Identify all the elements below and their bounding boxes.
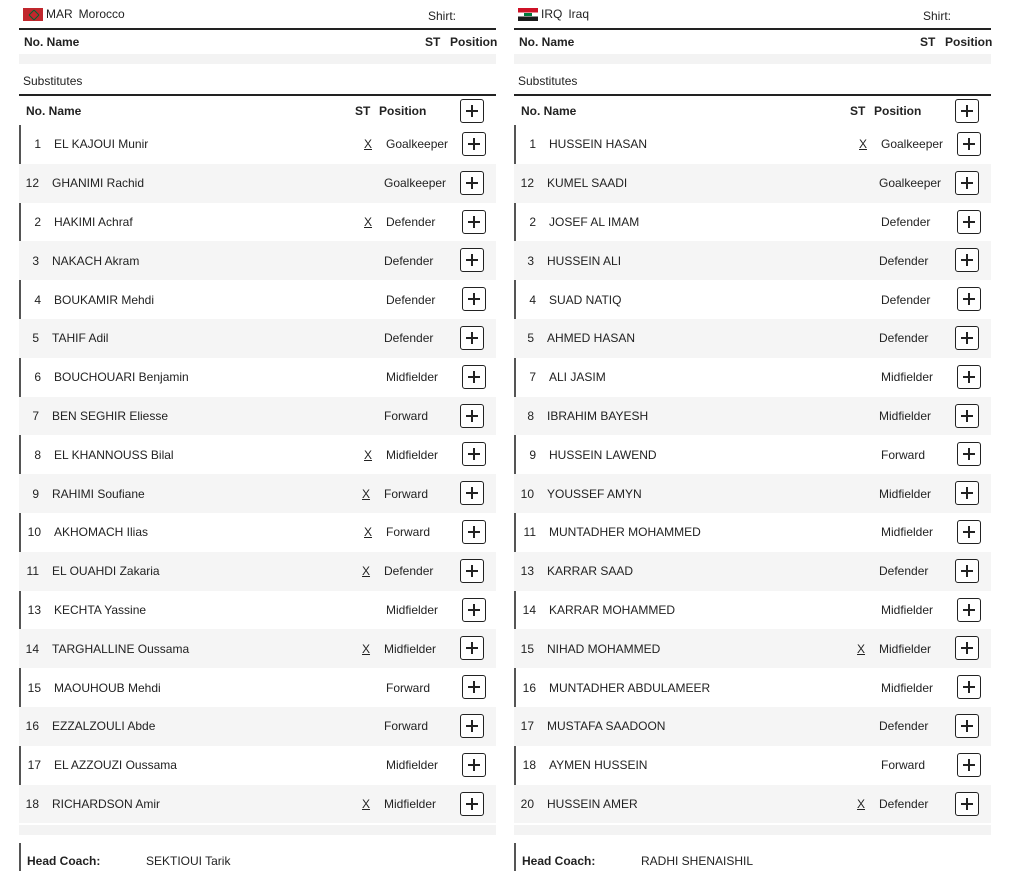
player-name: MUSTAFA SAADOON [547,719,666,734]
player-name: KARRAR MOHAMMED [549,602,676,617]
player-number: 16 [522,680,536,695]
player-row [514,241,991,280]
starter-mark: X [364,137,373,152]
column-position: Position [450,35,498,49]
player-number: 14 [25,641,39,656]
add-player-button[interactable] [955,714,979,738]
player-row [19,280,496,319]
player-row [514,203,991,242]
player-position: Forward [386,525,431,540]
player-number: 15 [27,680,41,695]
player-number: 11 [523,525,536,540]
column-st: ST [425,35,441,49]
player-name: AYMEN HUSSEIN [549,758,648,773]
player-position: Defender [881,214,931,229]
player-row [19,241,496,280]
player-name: HUSSEIN LAWEND [549,447,657,462]
player-position: Defender [879,719,929,734]
add-player-button[interactable] [957,287,981,311]
player-number: 4 [34,292,41,307]
add-player-button[interactable] [460,171,484,195]
player-number: 10 [520,486,534,501]
player-number: 18 [25,796,39,811]
player-number: 10 [27,525,41,540]
player-name: ALI JASIM [549,370,606,385]
add-player-button[interactable] [462,287,486,311]
player-name: TAHIF Adil [52,331,109,346]
add-player-button[interactable] [957,365,981,389]
player-list [514,125,991,823]
head-coach [514,843,991,871]
add-player-button[interactable] [955,171,979,195]
player-name: BEN SEGHIR Eliesse [52,408,169,423]
player-position: Defender [384,564,434,579]
player-name: BOUKAMIR Mehdi [54,292,155,307]
player-number: 1 [34,137,41,152]
player-number: 4 [529,292,536,307]
column-st: ST [920,35,936,49]
player-name: MAOUHOUB Mehdi [54,680,161,695]
starter-mark: X [362,641,371,656]
player-name: NIHAD MOHAMMED [547,641,661,656]
add-player-button[interactable] [460,481,484,505]
player-name: GHANIMI Rachid [52,176,145,191]
add-player-button[interactable] [955,636,979,660]
player-row [514,397,991,436]
add-player-button[interactable] [460,559,484,583]
player-row [19,319,496,358]
player-number: 6 [34,370,41,385]
player-number: 20 [520,796,534,811]
player-name: HUSSEIN HASAN [549,137,648,152]
player-row [19,707,496,746]
player-name: TARGHALLINE Oussama [52,641,190,656]
player-number: 3 [32,253,39,268]
player-row [19,668,496,707]
player-row [19,785,496,824]
player-row [19,591,496,630]
player-position: Defender [386,214,436,229]
add-player-button[interactable] [462,442,486,466]
add-player-button[interactable] [462,365,486,389]
player-number: 12 [25,176,39,191]
add-player-button[interactable] [460,792,484,816]
player-name: KECHTA Yassine [54,602,147,617]
add-player-button[interactable] [460,248,484,272]
player-row [19,746,496,785]
player-row [514,513,991,552]
add-player-button[interactable] [462,210,486,234]
starter-mark: X [364,447,373,462]
team-header [514,0,991,30]
head-coach-label: Head Coach: [522,854,596,869]
player-name: NAKACH Akram [52,253,140,268]
player-position: Goalkeeper [384,176,447,191]
player-number: 5 [32,331,39,346]
head-coach-label: Head Coach: [27,854,101,869]
team-name: Iraq [568,7,590,21]
player-row [514,629,991,668]
player-row [514,358,991,397]
player-row [514,707,991,746]
column-number-name: No. Name [26,103,82,118]
player-position: Defender [881,292,931,307]
player-name: HUSSEIN AMER [547,796,638,811]
coach-separator [19,825,496,835]
player-name: HAKIMI Achraf [54,214,133,229]
column-number-name: No. Name [521,103,577,118]
substitutes-column-header [514,94,991,125]
player-number: 14 [522,602,536,617]
player-number: 2 [34,214,41,229]
starter-mark: X [362,486,371,501]
player-position: Defender [879,331,929,346]
starter-mark: X [362,796,371,811]
add-player-button[interactable] [460,714,484,738]
head-coach-name: RADHI SHENAISHIL [641,854,754,869]
player-row [514,591,991,630]
add-player-button[interactable] [957,442,981,466]
add-player-button[interactable] [957,598,981,622]
head-coach [19,843,496,871]
player-number: 9 [32,486,39,501]
player-position: Midfielder [384,796,437,811]
player-name: KARRAR SAAD [547,564,634,579]
morocco-flag-icon [23,8,43,21]
player-position: Midfielder [386,447,439,462]
player-position: Midfielder [881,370,934,385]
player-name: MUNTADHER ABDULAMEER [549,680,711,695]
player-row [514,280,991,319]
add-player-button[interactable] [955,248,979,272]
player-position: Forward [881,447,926,462]
player-name: EL OUAHDI Zakaria [52,564,160,579]
player-position: Midfielder [386,758,439,773]
player-number: 5 [527,331,534,346]
player-row [514,125,991,164]
starters-empty-strip [19,54,496,64]
add-player-button[interactable] [462,753,486,777]
column-st: ST [850,103,866,118]
column-st: ST [355,103,371,118]
player-name: SUAD NATIQ [549,292,622,307]
player-row [514,668,991,707]
team-name: Morocco [78,7,125,21]
player-number: 11 [26,564,39,579]
player-position: Midfielder [384,641,437,656]
player-row [514,552,991,591]
player-name: HUSSEIN ALI [547,253,622,268]
player-number: 15 [520,641,534,656]
team-panel-morocco [19,0,496,871]
player-row [514,164,991,203]
player-row [19,552,496,591]
player-number: 12 [520,176,534,191]
player-number: 13 [520,564,534,579]
player-number: 1 [529,137,536,152]
player-position: Defender [384,331,434,346]
player-number: 2 [529,214,536,229]
player-position: Midfielder [879,408,932,423]
add-player-button[interactable] [460,636,484,660]
player-position: Forward [384,486,429,501]
player-number: 8 [34,447,41,462]
column-number-name: No. Name [519,35,575,49]
starters-column-header [19,30,496,54]
player-row [19,203,496,242]
player-position: Defender [384,253,434,268]
player-name: JOSEF AL IMAM [549,214,640,229]
starters-empty-strip [514,54,991,64]
player-position: Goalkeeper [879,176,942,191]
player-name: IBRAHIM BAYESH [547,408,649,423]
starter-mark: X [364,525,373,540]
player-row [19,358,496,397]
iraq-flag-icon [518,8,538,21]
player-position: Midfielder [386,602,439,617]
add-player-button[interactable] [957,520,981,544]
add-player-button[interactable] [460,326,484,350]
player-position: Midfielder [881,602,934,617]
player-row [514,435,991,474]
column-position: Position [379,103,427,118]
player-name: EL KHANNOUSS Bilal [54,447,174,462]
player-row [514,474,991,513]
player-position: Midfielder [881,680,934,695]
player-name: EL AZZOUZI Oussama [54,758,177,773]
player-row [19,125,496,164]
player-position: Defender [879,253,929,268]
team-code: IRQ [541,7,563,21]
player-position: Defender [879,796,929,811]
player-name: EL KAJOUI Munir [54,137,149,152]
team-panel-iraq [514,0,991,871]
player-position: Midfielder [386,370,439,385]
starter-mark: X [859,137,868,152]
substitutes-label: Substitutes [23,74,83,88]
player-number: 7 [529,370,536,385]
add-all-button[interactable] [955,99,979,123]
player-position: Goalkeeper [881,137,944,152]
add-player-button[interactable] [462,675,486,699]
player-row [514,785,991,824]
player-row [19,513,496,552]
add-player-button[interactable] [957,132,981,156]
shirt-label: Shirt: [427,9,456,23]
column-position: Position [945,35,993,49]
player-row [19,629,496,668]
player-position: Defender [386,292,436,307]
player-position: Forward [384,719,429,734]
add-player-button[interactable] [957,210,981,234]
team-code: MAR [46,7,73,21]
starter-mark: X [857,641,866,656]
add-player-button[interactable] [957,753,981,777]
team-header [19,0,496,30]
player-number: 16 [25,719,39,734]
player-number: 17 [520,719,534,734]
player-number: 17 [27,758,41,773]
add-player-button[interactable] [955,326,979,350]
player-number: 13 [27,602,41,617]
add-player-button[interactable] [460,404,484,428]
player-position: Midfielder [879,641,932,656]
add-player-button[interactable] [955,481,979,505]
shirt-label: Shirt: [922,9,951,23]
player-name: AKHOMACH Ilias [54,525,149,540]
substitutes-column-header [19,94,496,125]
player-row [514,746,991,785]
column-position: Position [874,103,922,118]
player-name: MUNTADHER MOHAMMED [549,525,701,540]
player-position: Forward [881,758,926,773]
starters-column-header [514,30,991,54]
add-player-button[interactable] [957,675,981,699]
head-coach-name: SEKTIOUI Tarik [146,854,231,869]
player-number: 7 [32,408,39,423]
player-row [19,474,496,513]
add-player-button[interactable] [462,520,486,544]
player-name: KUMEL SAADI [547,176,628,191]
player-name: AHMED HASAN [547,331,636,346]
starter-mark: X [362,564,371,579]
player-row [19,164,496,203]
player-name: EZZALZOULI Abde [52,719,156,734]
starter-mark: X [857,796,866,811]
player-number: 8 [527,408,534,423]
coach-separator [514,825,991,835]
column-number-name: No. Name [24,35,80,49]
add-player-button[interactable] [955,404,979,428]
player-number: 18 [522,758,536,773]
player-name: RICHARDSON Amir [52,796,161,811]
player-name: RAHIMI Soufiane [52,486,145,501]
player-position: Forward [386,680,431,695]
player-number: 9 [529,447,536,462]
add-player-button[interactable] [462,132,486,156]
add-player-button[interactable] [955,559,979,583]
player-position: Defender [879,564,929,579]
player-row [514,319,991,358]
player-number: 3 [527,253,534,268]
player-position: Goalkeeper [386,137,449,152]
substitutes-label: Substitutes [518,74,578,88]
player-list [19,125,496,823]
player-row [19,397,496,436]
player-name: BOUCHOUARI Benjamin [54,370,189,385]
player-position: Midfielder [881,525,934,540]
starter-mark: X [364,214,373,229]
player-name: YOUSSEF AMYN [547,486,642,501]
add-all-button[interactable] [460,99,484,123]
player-position: Midfielder [879,486,932,501]
player-row [19,435,496,474]
player-position: Forward [384,408,429,423]
add-player-button[interactable] [462,598,486,622]
add-player-button[interactable] [955,792,979,816]
